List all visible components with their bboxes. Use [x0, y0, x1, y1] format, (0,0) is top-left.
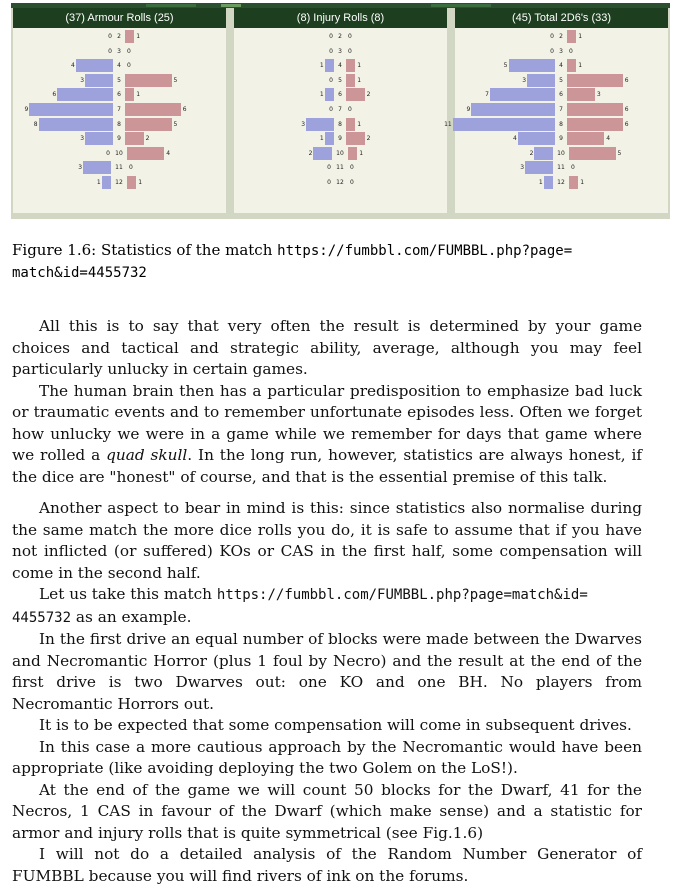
dice-total-label: 12: [115, 179, 123, 186]
dice-total-label: 10: [115, 149, 123, 157]
left-team-bar: [490, 88, 555, 101]
left-team-count: 9: [466, 106, 471, 113]
left-team-count: 11: [444, 120, 452, 128]
dice-total-label: 4: [559, 62, 563, 70]
left-team-bar: [83, 161, 111, 174]
dice-total-label: 2: [117, 33, 121, 40]
right-team-count: 2: [145, 135, 150, 143]
left-team-count: 0: [329, 33, 333, 40]
right-team-bar: [348, 147, 357, 160]
paragraph: In this case a more cautious approach by the Necromantic would have been appropriate (like avoiding deploying the two Golem on the LoS!).: [12, 737, 642, 777]
left-team-bar: [527, 74, 555, 87]
left-team-bar: [325, 59, 334, 72]
dice-total-label: 11: [336, 164, 344, 172]
left-team-count: 3: [78, 164, 83, 172]
paragraph: [12, 381, 642, 489]
right-team-bar: [346, 118, 355, 131]
right-team-bar: [125, 30, 134, 43]
right-team-bar: [125, 118, 172, 131]
left-team-count: 3: [520, 164, 525, 172]
right-team-bar: [567, 88, 595, 101]
right-team-bar: [567, 59, 576, 72]
right-team-count: 0: [127, 62, 131, 70]
left-team-count: 0: [550, 33, 554, 40]
text: as an example.: [71, 607, 192, 626]
right-team-count: 1: [578, 62, 583, 70]
right-team-count: 0: [129, 164, 133, 172]
right-team-count: 1: [359, 149, 364, 157]
left-team-count: 3: [80, 135, 85, 143]
dice-total-label: 5: [559, 76, 563, 84]
caption-url-link[interactable]: https://fumbbl.com/FUMBBL.php?page=: [277, 243, 573, 259]
right-team-bar: [569, 176, 578, 189]
right-team-bar: [125, 88, 134, 101]
paragraph: It is to be expected that some compensation will come in subsequent drives.: [39, 716, 632, 734]
left-team-count: 2: [308, 149, 313, 157]
left-team-count: 2: [529, 149, 534, 157]
dice-total-label: 9: [338, 135, 342, 143]
left-team-bar: [509, 59, 556, 72]
dice-total-label: 11: [557, 164, 565, 172]
left-team-count: 1: [538, 179, 543, 186]
left-team-bar: [325, 132, 334, 145]
match-url-link-continued[interactable]: 4455732: [12, 609, 72, 626]
figure-caption: [12, 240, 644, 284]
caption-prefix: Figure 1.6: Statistics of the match: [12, 241, 278, 259]
dice-total-label: 8: [559, 120, 563, 128]
left-team-count: 3: [301, 120, 306, 128]
dice-total-label: 3: [117, 47, 121, 55]
dice-total-label: 11: [115, 164, 123, 172]
histogram-body: [13, 30, 226, 210]
right-team-count: 0: [348, 106, 352, 113]
paragraph: [12, 584, 642, 629]
right-team-bar: [567, 118, 623, 131]
right-team-bar: [567, 103, 623, 116]
left-team-count: 0: [327, 164, 331, 172]
right-team-count: 5: [617, 149, 622, 157]
right-team-count: 4: [606, 135, 611, 143]
left-team-bar: [76, 59, 113, 72]
left-team-count: 0: [329, 76, 333, 84]
left-team-count: 9: [24, 106, 29, 113]
left-team-bar: [57, 88, 113, 101]
right-team-count: 1: [136, 33, 141, 40]
dice-total-label: 3: [559, 47, 563, 55]
dice-total-label: 5: [117, 76, 121, 84]
right-team-bar: [125, 103, 181, 116]
right-team-count: 5: [173, 120, 178, 128]
left-team-count: 1: [319, 91, 324, 99]
left-team-bar: [534, 147, 553, 160]
left-team-bar: [453, 118, 555, 131]
right-team-count: 0: [350, 164, 354, 172]
left-team-count: 0: [106, 149, 110, 157]
right-team-count: 0: [127, 47, 131, 55]
right-team-count: 3: [596, 91, 601, 99]
left-team-bar: [525, 161, 553, 174]
match-statistics-figure: [11, 3, 670, 219]
paragraph: At the end of the game we will count 50 blocks for the Dwarf, 41 for the Necros, 1 CAS in favour of the Dwarf (which make sense) and a statistic for armor and injury rolls that is quite symmetrical (see Fig.1.6): [12, 780, 642, 842]
panel-title: (37) Armour Rolls (25): [13, 8, 226, 28]
right-team-bar: [127, 147, 164, 160]
right-team-bar: [125, 74, 172, 87]
left-team-bar: [544, 176, 553, 189]
left-team-count: 6: [52, 91, 57, 99]
right-team-count: 1: [136, 91, 141, 99]
emphasis: quad skull: [106, 446, 188, 464]
left-team-count: 1: [319, 62, 324, 70]
left-team-count: 1: [96, 179, 101, 186]
left-team-count: 5: [503, 62, 508, 70]
right-team-bar: [346, 74, 355, 87]
right-team-bar: [346, 59, 355, 72]
dice-total-label: 7: [117, 106, 121, 113]
right-team-bar: [567, 30, 576, 43]
right-team-count: 6: [624, 76, 629, 84]
left-team-count: 0: [108, 33, 112, 40]
right-team-count: 1: [357, 76, 362, 84]
histogram-body: [444, 30, 668, 210]
text: . In the long run, however, statistics are always honest, if the dice are "honest" of course, and that is the essential premise of this talk.: [12, 446, 642, 486]
right-team-bar: [567, 74, 623, 87]
panel-title: (8) Injury Rolls (8): [234, 8, 447, 28]
right-team-count: 0: [348, 33, 352, 40]
paragraph: Another aspect to bear in mind is this: since statistics also normalise during the same match the more dice rolls you do, it is safe to assume that if you have not inflicted (or suffered) KOs or CAS in the first half, some compensation will come in the second half.: [12, 499, 642, 582]
left-team-count: 0: [329, 106, 333, 113]
right-team-count: 6: [182, 106, 187, 113]
right-team-count: 0: [350, 179, 354, 186]
right-team-bar: [567, 132, 604, 145]
left-team-count: 4: [70, 62, 75, 70]
injury-rolls-panel: [234, 8, 447, 213]
right-team-count: 1: [578, 33, 583, 40]
right-team-count: 1: [357, 62, 362, 70]
dice-total-label: 6: [117, 91, 121, 99]
left-team-count: 1: [319, 135, 324, 143]
text: The human brain then has a particular predisposition to emphasize bad luck or traumatic events and to remember unfortunate episodes less. Often we forget how unlucky we were in a game while we remember for days that game where we rolled a: [12, 381, 642, 464]
dice-total-label: 3: [338, 47, 342, 55]
left-team-count: 0: [327, 179, 331, 186]
dice-total-label: 2: [559, 33, 563, 40]
right-team-count: 5: [173, 76, 178, 84]
dice-total-label: 9: [559, 135, 563, 143]
total-2d6-panel: [444, 8, 668, 213]
dice-total-label: 6: [338, 91, 342, 99]
left-team-count: 8: [33, 120, 38, 128]
left-team-bar: [39, 118, 113, 131]
right-team-count: 1: [580, 179, 585, 186]
right-team-bar: [127, 176, 136, 189]
left-team-count: 0: [550, 47, 554, 55]
dice-total-label: 8: [117, 120, 121, 128]
dice-total-label: 9: [117, 135, 121, 143]
dice-total-label: 2: [338, 33, 342, 40]
right-team-count: 0: [569, 47, 573, 55]
text: Let us take this match: [39, 585, 217, 603]
armour-rolls-panel: [13, 8, 226, 213]
right-team-count: 1: [357, 120, 362, 128]
left-team-count: 3: [522, 76, 527, 84]
left-team-count: 4: [512, 135, 517, 143]
paragraph: I will not do a detailed analysis of the Random Number Generator of FUMBBL because you will find rivers of ink on the forums.: [12, 845, 642, 885]
dice-total-label: 10: [336, 149, 344, 157]
panel-title: (45) Total 2D6's (33): [455, 8, 668, 28]
right-team-count: 0: [348, 47, 352, 55]
dice-total-label: 8: [338, 120, 342, 128]
dice-total-label: 12: [336, 179, 344, 186]
right-team-count: 4: [166, 149, 171, 157]
dice-total-label: 5: [338, 76, 342, 84]
left-team-bar: [85, 74, 113, 87]
left-team-bar: [518, 132, 555, 145]
right-team-count: 2: [366, 91, 371, 99]
match-url-link[interactable]: https://fumbbl.com/FUMBBL.php?page=match&id=: [216, 587, 588, 603]
left-team-bar: [313, 147, 332, 160]
right-team-count: 1: [138, 179, 143, 186]
article-body: [12, 316, 642, 887]
left-team-count: 7: [485, 91, 489, 99]
left-team-bar: [306, 118, 334, 131]
dice-total-label: 7: [559, 106, 563, 113]
paragraph: All this is to say that very often the result is determined by your game choices and tactical and strategic ability, average, although you may feel particularly unlucky in certain games.: [12, 317, 642, 378]
right-team-count: 6: [624, 120, 629, 128]
right-team-bar: [569, 147, 616, 160]
right-team-count: 6: [624, 106, 629, 113]
right-team-bar: [346, 132, 365, 145]
left-team-bar: [29, 103, 113, 116]
left-team-bar: [85, 132, 113, 145]
left-team-bar: [102, 176, 111, 189]
right-team-bar: [346, 88, 365, 101]
right-team-bar: [125, 132, 144, 145]
dice-total-label: 10: [557, 149, 565, 157]
histogram-body: [234, 30, 447, 210]
right-team-count: 2: [366, 135, 371, 143]
dice-total-label: 4: [338, 62, 342, 70]
left-team-bar: [471, 103, 555, 116]
caption-url-link-continued[interactable]: match&id=4455732: [12, 265, 147, 281]
right-team-count: 0: [571, 164, 575, 172]
paragraph: In the first drive an equal number of blocks were made between the Dwarves and Necromantic Horror (plus 1 foul by Necro) and the result at the end of the first drive is two Dwarves out: one KO and one BH. No players from Necromantic Horrors out.: [12, 630, 642, 713]
dice-total-label: 6: [559, 91, 563, 99]
dice-total-label: 4: [117, 62, 121, 70]
left-team-count: 0: [108, 47, 112, 55]
left-team-bar: [325, 88, 334, 101]
left-team-count: 0: [329, 47, 333, 55]
left-team-count: 3: [80, 76, 85, 84]
dice-total-label: 7: [338, 106, 342, 113]
dice-total-label: 12: [557, 179, 565, 186]
